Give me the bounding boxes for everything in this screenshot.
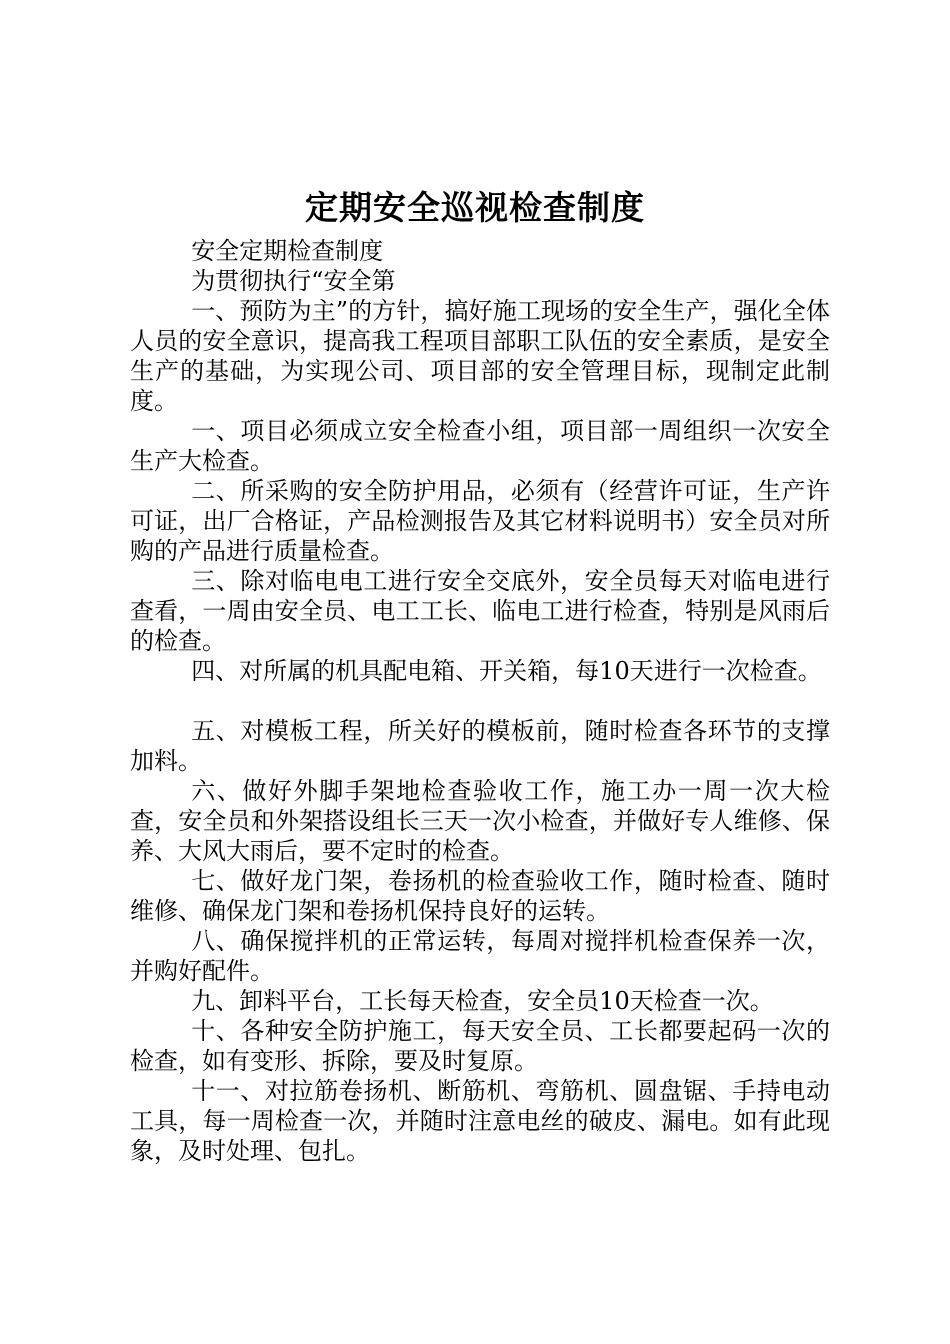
paragraph-intro-1: 为贯彻执行“安全第 [191, 267, 396, 295]
paragraph-item-5: 五、对模板工程，所关好的模板前，随时检查各环节的支撑加料。 [130, 717, 830, 775]
paragraph-item-7: 七、做好龙门架，卷扬机的检查验收工作，随时检查、随时维修、确保龙门架和卷扬机保持良好的运转。 [130, 867, 830, 925]
document-body [130, 236, 830, 1166]
paragraph-item-6: 六、做好外脚手架地检查验收工作，施工办一周一次大检查，安全员和外架搭设组长三天一次小检查，并做好专人维修、保养、大风大雨后，要不定时的检查。 [130, 777, 830, 865]
paragraph-subtitle: 安全定期检查制度 [191, 237, 384, 265]
paragraph-item-3: 三、除对临电电工进行安全交底外，安全员每天对临电进行查看，一周由安全员、电工工长、临电工进行检查，特别是风雨后的检查。 [130, 567, 830, 655]
paragraph-intro-2: 一、预防为主”的方针，搞好施工现场的安全生产，强化全体人员的安全意识，提高我工程项目部职工队伍的安全素质，是安全生产的基础，为实现公司、项目部的安全管理目标，现制定此制度。 [130, 297, 830, 415]
paragraph-item-4: 四、对所属的机具配电箱、开关箱，每10天进行一次检查。 [191, 657, 822, 685]
document-title: 定期安全巡视检查制度 [305, 188, 645, 227]
paragraph-item-10: 十、各种安全防护施工，每天安全员、工长都要起码一次的检查，如有变形、拆除，要及时复原。 [130, 1017, 830, 1075]
paragraph-item-1: 一、项目必须成立安全检查小组，项目部一周组织一次安全生产大检查。 [130, 417, 830, 475]
paragraph-item-8: 八、确保搅拌机的正常运转，每周对搅拌机检查保养一次，并购好配件。 [130, 927, 830, 985]
paragraph-item-2: 二、所采购的安全防护用品，必须有（经营许可证，生产许可证，出厂合格证，产品检测报告及其它材料说明书）安全员对所购的产品进行质量检查。 [130, 477, 830, 565]
paragraph-item-11: 十一、对拉筋卷扬机、断筋机、弯筋机、圆盘锯、手持电动工具，每一周检查一次，并随时注意电丝的破皮、漏电。如有此现象，及时处理、包扎。 [130, 1077, 830, 1165]
paragraph-item-9: 九、卸料平台，工长每天检查，安全员10天检查一次。 [191, 987, 774, 1015]
